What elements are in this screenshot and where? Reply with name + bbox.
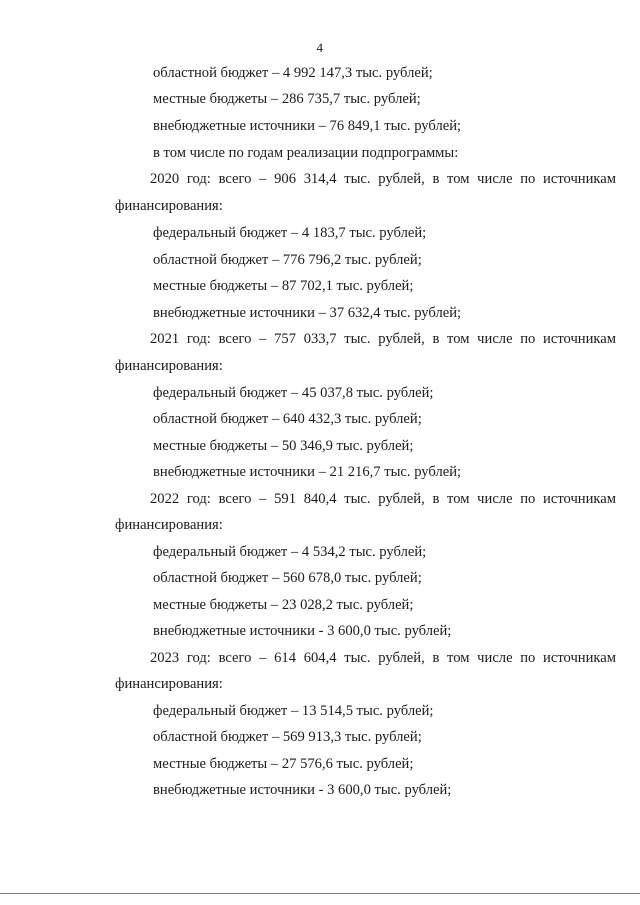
line-2023-regional: областной бюджет – 569 913,3 тыс. рублей; bbox=[153, 729, 422, 745]
page-number: 4 bbox=[316, 40, 324, 55]
line-2023-local: местные бюджеты – 27 576,6 тыс. рублей; bbox=[153, 756, 414, 772]
line-2023-federal: федеральный бюджет – 13 514,5 тыс. рублей; bbox=[153, 703, 434, 719]
line-2020-financing: финансирования: bbox=[115, 198, 223, 214]
line-2020-federal: федеральный бюджет – 4 183,7 тыс. рублей; bbox=[153, 225, 427, 241]
line-local-budgets-total: местные бюджеты – 286 735,7 тыс. рублей; bbox=[153, 91, 421, 107]
line-2021-federal: федеральный бюджет – 45 037,8 тыс. рублей; bbox=[153, 385, 434, 401]
line-regional-budget-total: областной бюджет – 4 992 147,3 тыс. рублей; bbox=[153, 65, 433, 81]
line-2021-local: местные бюджеты – 50 346,9 тыс. рублей; bbox=[153, 438, 414, 454]
line-2023-extra: внебюджетные источники - 3 600,0 тыс. рублей; bbox=[153, 782, 452, 798]
line-2021-total: 2021 год: всего – 757 033,7 тыс. рублей, в том числе по источникам bbox=[150, 331, 616, 347]
line-extra-budget-total: внебюджетные источники – 76 849,1 тыс. рублей; bbox=[153, 118, 462, 134]
line-2020-total: 2020 год: всего – 906 314,4 тыс. рублей, в том числе по источникам bbox=[150, 171, 616, 187]
line-2022-financing: финансирования: bbox=[115, 517, 223, 533]
line-by-years-intro: в том числе по годам реализации подпрограммы: bbox=[153, 145, 459, 161]
line-2021-extra: внебюджетные источники – 21 216,7 тыс. рублей; bbox=[153, 464, 462, 480]
line-2020-extra: внебюджетные источники – 37 632,4 тыс. рублей; bbox=[153, 305, 462, 321]
line-2022-local: местные бюджеты – 23 028,2 тыс. рублей; bbox=[153, 597, 414, 613]
line-2023-financing: финансирования: bbox=[115, 676, 223, 692]
line-2022-extra: внебюджетные источники - 3 600,0 тыс. рублей; bbox=[153, 623, 452, 639]
line-2020-regional: областной бюджет – 776 796,2 тыс. рублей; bbox=[153, 252, 422, 268]
line-2022-total: 2022 год: всего – 591 840,4 тыс. рублей, в том числе по источникам bbox=[150, 491, 616, 507]
line-2021-financing: финансирования: bbox=[115, 358, 223, 374]
bottom-scan-edge bbox=[0, 893, 640, 894]
line-2022-regional: областной бюджет – 560 678,0 тыс. рублей; bbox=[153, 570, 422, 586]
line-2020-local: местные бюджеты – 87 702,1 тыс. рублей; bbox=[153, 278, 414, 294]
line-2022-federal: федеральный бюджет – 4 534,2 тыс. рублей; bbox=[153, 544, 427, 560]
line-2021-regional: областной бюджет – 640 432,3 тыс. рублей; bbox=[153, 411, 422, 427]
line-2023-total: 2023 год: всего – 614 604,4 тыс. рублей, в том числе по источникам bbox=[150, 650, 616, 666]
